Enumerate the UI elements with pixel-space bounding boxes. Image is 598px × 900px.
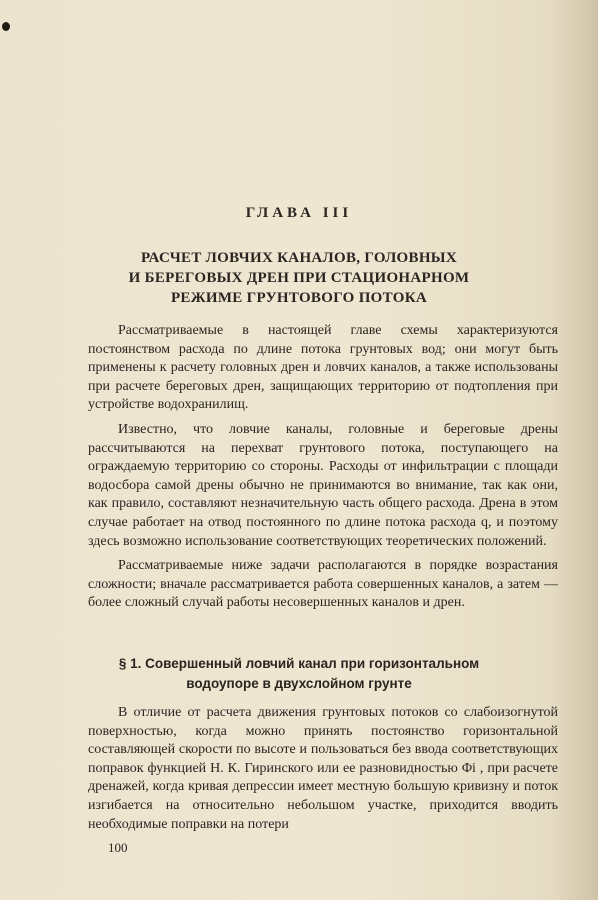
- chapter-title-line: РАСЧЕТ ЛОВЧИХ КАНАЛОВ, ГОЛОВНЫХ: [141, 250, 457, 266]
- paragraph: Рассматриваемые ниже задачи располагаются в порядке возрастания сложности; вначале рассматривается работа совершенных каналов, а затем — более сложный случай работы несовершенных каналов и дрен.: [88, 558, 558, 611]
- chapter-title: [0, 248, 598, 308]
- section-text: [88, 704, 558, 834]
- intro-text: [88, 322, 558, 613]
- chapter-title-line: РЕЖИМЕ ГРУНТОВОГО ПОТОКА: [170, 290, 428, 306]
- ink-spot: [2, 22, 10, 31]
- paragraph: В отличие от расчета движения грунтовых потоков со слабоизогнутой поверхностью, когда можно принять постоянство горизонтальной составляющей скорости по высоте и пользоваться без ввода соответствующих поправок функцией Н. К. Гиринского или ее разновидностью Φi , при расчете дренажей, когда кривая депрессии имеет местную большую кривизну и поток изгибается на относительно небольшом участке, приходится вводить необходимые поправки на потери: [88, 705, 558, 832]
- section-heading: [0, 654, 598, 694]
- chapter-title-line: И БЕРЕГОВЫХ ДРЕН ПРИ СТАЦИОНАРНОМ: [128, 270, 470, 286]
- section-heading-line: § 1. Совершенный ловчий канал при горизонтальном: [118, 656, 480, 671]
- paragraph: Рассматриваемые в настоящей главе схемы характеризуются постоянством расхода по длине потока грунтовых вод; они могут быть применены к расчету головных дрен и ловчих каналов, а также использованы при расчете береговых дрен, защищающих территорию от подтопления при устройстве водохранилищ.: [88, 323, 558, 413]
- page-number: 100: [108, 840, 128, 855]
- paragraph: Известно, что ловчие каналы, головные и береговые дрены рассчитываются на перехват грунтового потока, поступающего на ограждаемую территорию со стороны. Расходы от инфильтрации с площади водосбора самой дрены обычно не принимаются во внимание, так как они, как правило, составляют незначительную часть общего расхода. Дрена в этом случае работает на отвод постоянного по длине потока расхода q, и поэтому здесь возможно использование соответствующих теоретических положений.: [88, 421, 558, 549]
- chapter-heading: ГЛАВА III: [245, 205, 353, 221]
- section-heading-line: водоупоре в двухслойном грунте: [186, 676, 412, 691]
